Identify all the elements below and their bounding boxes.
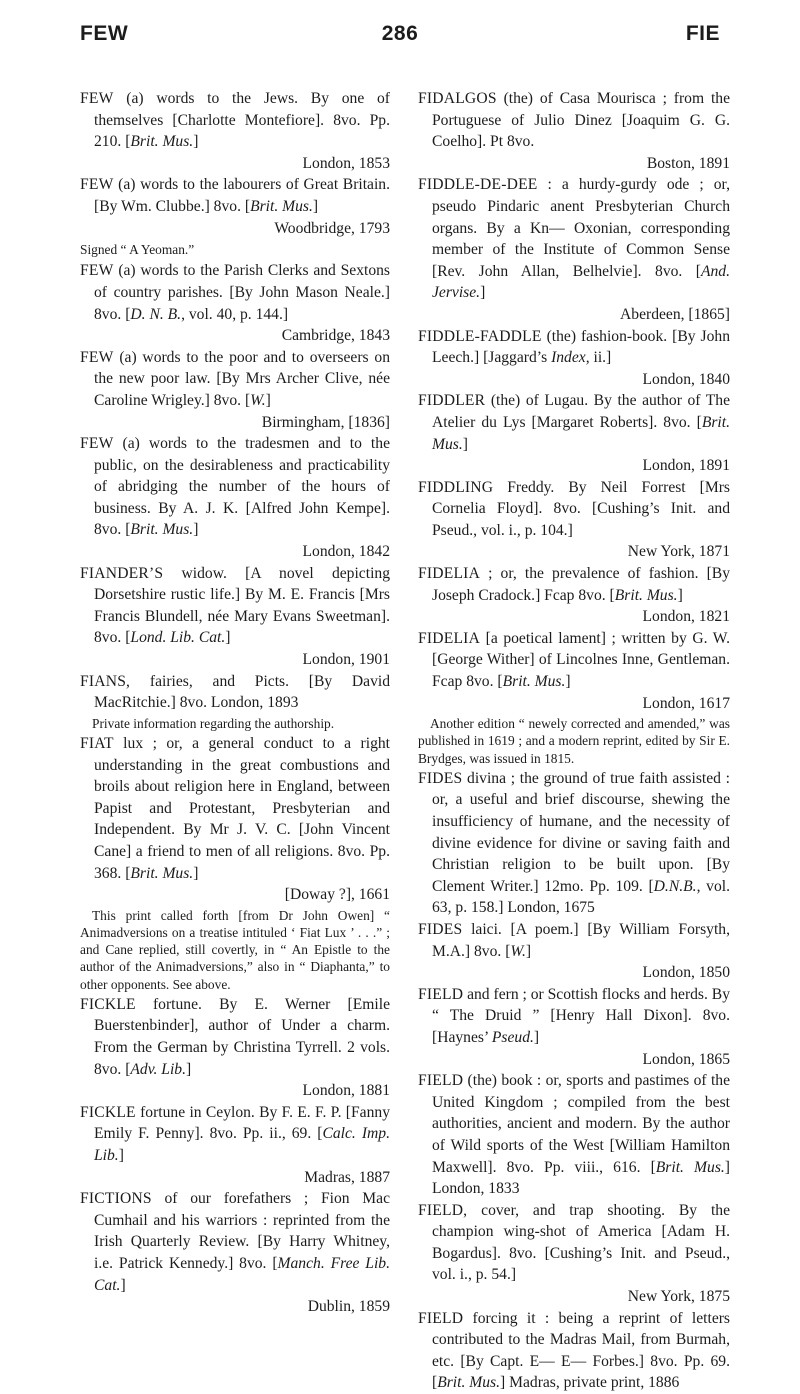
bibliography-entry bbox=[418, 88, 730, 174]
entry-text: (the) of Lugau. By the author of The Atelier du Lys [Margaret Roberts]. 8vo. [ bbox=[432, 392, 730, 431]
running-head-right: FIE bbox=[685, 22, 720, 45]
entry-text-tail: , vol. 40, p. 144.] bbox=[181, 305, 289, 323]
bibliography-entry bbox=[80, 1102, 390, 1188]
entry-text: and fern ; or Scottish flocks and herds. By “ The Druid ” [Henry Hall Dixon]. 8vo. [Haynes’ bbox=[432, 985, 730, 1046]
entry-imprint: Aberdeen, [1865] bbox=[620, 305, 730, 323]
entry-text: widow. [A novel depicting Dorsetshire rustic life.] By M. E. Francis [Mrs Francis Blundell, née Mary Evans Sweetman]. 8vo. [ bbox=[94, 564, 390, 647]
entry-text-tail: ] London, 1833 bbox=[432, 1158, 730, 1198]
bibliography-entry bbox=[80, 433, 390, 563]
entry-headword: FIELD bbox=[418, 985, 464, 1003]
entry-note: Another edition “ newely corrected and amended,” was published in 1619 ; and a modern reprint, edited by Sir E. Brydges, was issued in 1815. bbox=[418, 716, 730, 766]
bibliography-entry bbox=[418, 919, 730, 984]
bibliography-entry bbox=[418, 984, 730, 1070]
entry-headword: FIAT bbox=[80, 735, 114, 753]
page-number: 286 bbox=[381, 22, 419, 45]
entry-headword: FICKLE bbox=[80, 1103, 136, 1121]
entry-imprint: Madras, 1887 bbox=[304, 1168, 390, 1186]
entry-text: [a poetical lament] ; written by G. W. [George Wither] of Lincolnes Inne, Gentleman. Fcap 8vo. [ bbox=[432, 629, 730, 691]
entry-imprint: Birmingham, [1836] bbox=[261, 413, 390, 431]
entry-source: W. bbox=[510, 942, 526, 960]
entry-source: Brit. Mus. bbox=[437, 1374, 501, 1392]
entry-text: fairies, and Picts. [By David MacRitchie.] 8vo. London, 1893 bbox=[94, 672, 390, 712]
entry-headword: FEW bbox=[80, 348, 114, 366]
entry-text-tail: ] bbox=[193, 521, 199, 539]
bibliography-entry bbox=[80, 260, 390, 346]
entry-text-tail: ] bbox=[533, 1028, 540, 1046]
entry-text: laici. [A poem.] [By William Forsyth, M.A.] 8vo. [ bbox=[432, 920, 730, 960]
entry-source: Brit. Mus. bbox=[655, 1158, 725, 1176]
entry-headword: FIELD bbox=[418, 1309, 464, 1327]
entry-imprint: Woodbridge, 1793 bbox=[274, 219, 390, 237]
entry-text: (a) words to the Parish Clerks and Sextons of country parishes. [By John Mason Neale.] 8vo. [ bbox=[94, 262, 390, 323]
bibliography-entry bbox=[80, 671, 390, 714]
entry-text-tail: ] bbox=[565, 673, 571, 691]
entry-source: Brit. Mus. bbox=[250, 197, 313, 215]
entry-imprint: Boston, 1891 bbox=[646, 154, 730, 172]
entry-source: Brit. Mus. bbox=[130, 864, 194, 882]
entry-text: forcing it : being a reprint of letters contributed to the Madras Mail, from Burmah, etc. [By Capt. E— E— Forbes.] 8vo. Pp. 69. [ bbox=[432, 1309, 730, 1392]
entry-headword: FEW bbox=[80, 90, 114, 107]
entry-text: (the) of Casa Mourisca ; from the Portuguese of Julio Dinez [Joaquim G. G. Coelho]. Pt 8vo. bbox=[432, 90, 730, 151]
entry-imprint: [Doway ?], 1661 bbox=[284, 886, 390, 904]
entry-text: divina ; the ground of true faith assisted : or, a useful and brief discourse, shewing the insufficiency of humane, and the necessity of divine evidence for divine or saving faith and Christian religion to be built upon. [By Clement Writer.] 12mo. Pp. 109. [ bbox=[432, 769, 730, 895]
entry-source: Lond. Lib. Cat. bbox=[130, 629, 226, 647]
bibliography-entry bbox=[80, 1188, 390, 1318]
entry-headword: FIDDLING bbox=[418, 478, 494, 496]
entry-imprint: New York, 1871 bbox=[627, 543, 730, 561]
left-column bbox=[80, 88, 390, 1318]
entry-text-tail: ii.] bbox=[589, 349, 612, 367]
entry-text: cover, and trap shooting. By the champion wing-shot of America [Adam H. Bogardus]. 8vo. [Cushing’s Init. and Pseud., vol. i., p. 54.] bbox=[432, 1201, 730, 1284]
entry-source: Brit. Mus. bbox=[130, 521, 194, 539]
entry-imprint: London, 1842 bbox=[302, 543, 390, 561]
entry-headword: FIDDLE-DE-DEE bbox=[418, 176, 538, 194]
entry-text-tail: , vol. 63, p. 158.] London, 1675 bbox=[432, 877, 730, 917]
entry-source: D.N.B. bbox=[653, 877, 697, 895]
entry-text-tail: ] bbox=[312, 197, 319, 215]
entry-headword: FIDDLER bbox=[418, 392, 486, 410]
entry-text-tail: ] bbox=[480, 284, 486, 302]
entry-imprint: New York, 1875 bbox=[627, 1288, 730, 1306]
entry-text: ; or, the prevalence of fashion. [By Joseph Cradock.] Fcap 8vo. [ bbox=[432, 565, 730, 604]
entry-headword: FEW bbox=[80, 435, 114, 453]
entry-text: (a) words to the tradesmen and to the public, on the desirableness and practicability of abridging the number of the hours of business. By A. J. K. [Alfred John Kempe]. 8vo. [ bbox=[94, 435, 390, 539]
entry-imprint: London, 1901 bbox=[302, 651, 390, 669]
entry-note: Private information regarding the authorship. bbox=[92, 715, 335, 731]
entry-imprint: London, 1881 bbox=[302, 1082, 390, 1100]
entry-text: lux ; or, a general conduct to a right understanding in the great combustions and broils about religion here in England, between Papist and Protestant, Presbyterian and Independent. By Mr J. V. C. [John Vincent Cane] a friend to men of all religions. 8vo. Pp. 368. [ bbox=[94, 735, 390, 882]
entry-imprint: London, 1840 bbox=[642, 370, 730, 388]
bibliography-entry bbox=[80, 563, 390, 671]
entry-headword: FIELD bbox=[418, 1072, 464, 1090]
bibliography-entry bbox=[418, 563, 730, 628]
entry-text-tail: ] bbox=[225, 629, 231, 647]
entry-text: (the) book : or, sports and pastimes of the United Kingdom ; compiled from the best authorities, ancient and modern. By the author of Wild sports of the West [William Hamilton Maxwell]. 8vo. Pp. viii., 616. [ bbox=[432, 1072, 730, 1176]
entry-headword: FEW bbox=[80, 262, 114, 280]
entry-imprint: London, 1617 bbox=[642, 694, 730, 712]
entry-text-tail: ] bbox=[185, 1060, 192, 1078]
page-header bbox=[0, 0, 800, 60]
entry-source: Brit. Mus. bbox=[502, 673, 566, 691]
entry-text-tail: ] bbox=[462, 435, 468, 453]
entry-source: Pseud. bbox=[491, 1028, 534, 1046]
entry-source: Index, bbox=[551, 349, 590, 367]
bibliography-entry bbox=[418, 1200, 730, 1308]
entry-imprint: London, 1850 bbox=[642, 964, 730, 982]
bibliography-entry bbox=[80, 994, 390, 1102]
entry-text: (the) fashion-book. [By John Leech.] [Jaggard’s bbox=[432, 327, 730, 367]
bibliography-entry bbox=[418, 390, 730, 476]
entry-text-tail: ] bbox=[120, 1276, 126, 1294]
bibliography-entry bbox=[80, 733, 390, 906]
entry-note: This print called forth [from Dr John Owen] “ Animadversions on a treatise intituled ‘ Fiat Lux ’ . . .” ; and Cane replied, still covertly, in “ An Epistle to the author of the Animadversions,” also in “ Diaphanta,” to other opponents. See above. bbox=[80, 907, 390, 992]
entry-text: fortune in Ceylon. By F. E. F. P. [Fanny Emily F. Penny]. 8vo. Pp. ii., 69. [ bbox=[94, 1103, 390, 1143]
bibliography-entry bbox=[418, 768, 730, 919]
bibliography-entry bbox=[418, 1308, 730, 1394]
entry-text-tail: ] bbox=[193, 133, 199, 151]
entry-text: Freddy. By Neil Forrest [Mrs Cornelia Floyd]. 8vo. [Cushing’s Init. and Pseud., vol. i., p. 104.] bbox=[432, 478, 730, 539]
entry-source: Brit. Mus. bbox=[614, 586, 678, 604]
bibliography-entry bbox=[418, 477, 730, 563]
entry-headword: FIDALGOS bbox=[418, 90, 497, 107]
entry-source: Manch. Free Lib. Cat. bbox=[94, 1254, 390, 1294]
right-column bbox=[418, 88, 730, 1394]
entry-source: Adv. Lib. bbox=[130, 1060, 186, 1078]
entry-text: of our forefathers ; Fion Mac Cumhail and his warriors : reprinted from the Irish Quarterly Review. [By Harry Whitney, i.e. Patrick Kennedy.] 8vo. [ bbox=[94, 1190, 390, 1272]
entry-headword: FIDELIA bbox=[418, 565, 481, 583]
bibliography-entry bbox=[418, 174, 730, 325]
entry-source: D. N. B. bbox=[130, 305, 182, 323]
entry-source: And. Jervise. bbox=[432, 262, 730, 302]
bibliography-entry bbox=[80, 347, 390, 433]
bibliography-entry bbox=[418, 326, 730, 391]
entry-imprint: London, 1821 bbox=[642, 608, 730, 626]
entry-imprint: Dublin, 1859 bbox=[307, 1298, 390, 1316]
entry-headword: FIDES bbox=[418, 920, 463, 938]
entry-source: Calc. Imp. Lib. bbox=[94, 1125, 390, 1164]
entry-imprint: London, 1865 bbox=[642, 1050, 730, 1068]
entry-headword: FIDELIA bbox=[418, 629, 481, 647]
entry-text-tail: ] Madras, private print, 1886 bbox=[500, 1374, 680, 1392]
running-head-left: FEW bbox=[80, 22, 129, 45]
entry-text-tail: ] bbox=[193, 864, 199, 882]
entry-source: W. bbox=[250, 391, 266, 409]
entry-imprint: London, 1891 bbox=[642, 457, 730, 475]
entry-note: Signed “ A Yeoman.” bbox=[80, 242, 195, 258]
bibliography-entry bbox=[418, 628, 730, 714]
entry-source: Brit. Mus. bbox=[432, 413, 730, 453]
entry-source: Brit. Mus. bbox=[130, 133, 194, 151]
entry-headword: FIANDER’S bbox=[80, 564, 164, 582]
bibliography-entry bbox=[80, 174, 390, 239]
entry-text: (a) words to the labourers of Great Britain. [By Wm. Clubbe.] 8vo. [ bbox=[94, 176, 390, 215]
entry-headword: FIDES bbox=[418, 769, 463, 787]
entry-headword: FICKLE bbox=[80, 995, 136, 1013]
entry-text-tail: ] bbox=[265, 391, 271, 409]
entry-text-tail: ] bbox=[677, 586, 683, 604]
entry-headword: FICTIONS bbox=[80, 1190, 152, 1208]
entry-text-tail: ] bbox=[118, 1146, 124, 1164]
bibliography-entry bbox=[80, 88, 390, 174]
entry-imprint: Cambridge, 1843 bbox=[281, 327, 390, 345]
entry-text: fortune. By E. Werner [Emile Buerstenbinder], author of Under a charm. From the German by Christina Tyrrell. 2 vols. 8vo. [ bbox=[94, 995, 390, 1078]
entry-headword: FIANS, bbox=[80, 672, 131, 690]
entry-headword: FIDDLE-FADDLE bbox=[418, 327, 542, 345]
entry-headword: FEW bbox=[80, 176, 114, 194]
entry-text: : a hurdy-gurdy ode ; or, pseudo Pindaric anent Presbyterian Church organs. By a Kn— Oxonian, corresponding member of the Institute of Common Sense [Rev. John Allan, Belhelvie]. 8vo. [ bbox=[432, 176, 730, 280]
entry-text-tail: ] bbox=[525, 942, 532, 960]
entry-imprint: London, 1853 bbox=[302, 154, 390, 172]
entry-text: (a) words to the Jews. By one of themselves [Charlotte Montefiore]. 8vo. Pp. 210. [ bbox=[94, 90, 390, 151]
entry-text: (a) words to the poor and to overseers on the new poor law. [By Mrs Archer Clive, née Caroline Wrigley.] 8vo. [ bbox=[94, 348, 390, 409]
bibliography-entry bbox=[418, 1070, 730, 1200]
entry-headword: FIELD, bbox=[418, 1201, 468, 1219]
